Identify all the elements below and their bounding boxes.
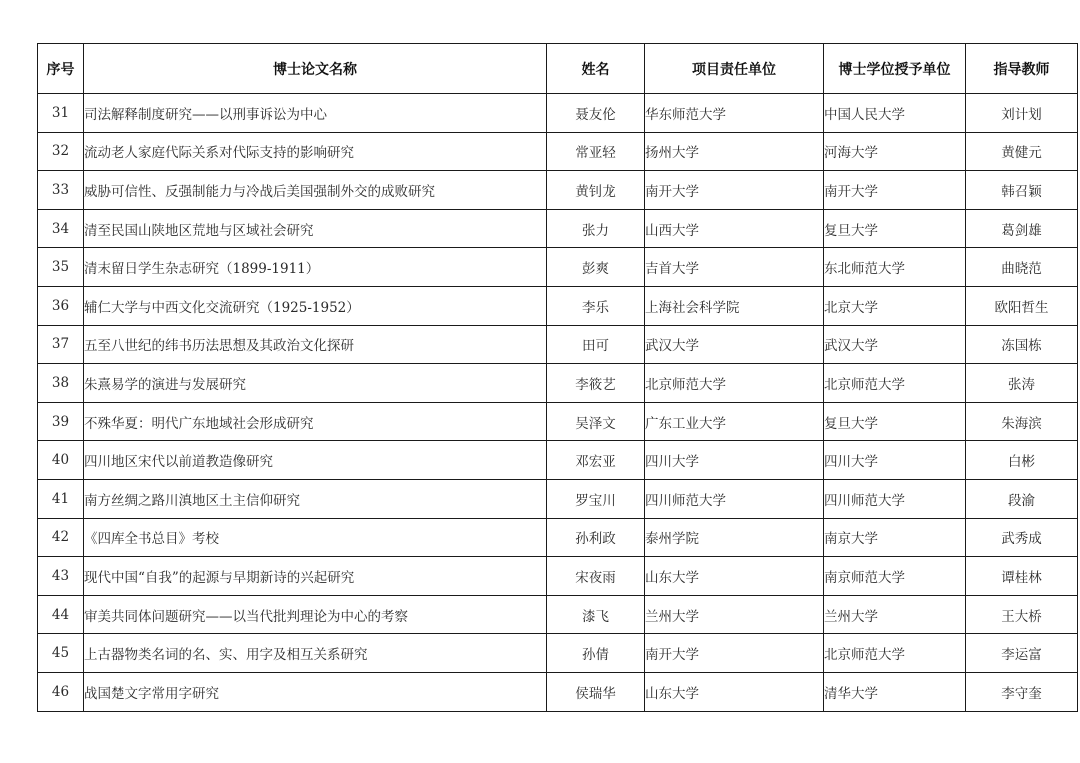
header-responsible-unit: 项目责任单位 xyxy=(645,44,824,94)
cell-advisor: 李守奎 xyxy=(966,672,1078,711)
cell-degree-granting-unit: 南开大学 xyxy=(824,171,966,210)
cell-degree-granting-unit: 复旦大学 xyxy=(824,402,966,441)
cell-advisor: 朱海滨 xyxy=(966,402,1078,441)
table-row xyxy=(38,286,1078,325)
cell-advisor: 欧阳哲生 xyxy=(966,286,1078,325)
cell-thesis-title: 五至八世纪的纬书历法思想及其政治文化探研 xyxy=(84,325,547,364)
cell-author-name: 孙利政 xyxy=(547,518,645,557)
cell-advisor: 黄健元 xyxy=(966,132,1078,171)
cell-thesis-title: 审美共同体问题研究——以当代批判理论为中心的考察 xyxy=(84,595,547,634)
cell-advisor: 刘计划 xyxy=(966,94,1078,133)
cell-advisor: 冻国栋 xyxy=(966,325,1078,364)
cell-serial-no: 42 xyxy=(38,518,84,557)
table-header xyxy=(38,44,1078,94)
cell-responsible-unit: 南开大学 xyxy=(645,171,824,210)
cell-serial-no: 40 xyxy=(38,441,84,480)
table-row xyxy=(38,479,1078,518)
cell-advisor: 段渝 xyxy=(966,479,1078,518)
cell-serial-no: 35 xyxy=(38,248,84,287)
cell-serial-no: 44 xyxy=(38,595,84,634)
cell-advisor: 葛剑雄 xyxy=(966,209,1078,248)
cell-serial-no: 39 xyxy=(38,402,84,441)
cell-advisor: 武秀成 xyxy=(966,518,1078,557)
cell-degree-granting-unit: 东北师范大学 xyxy=(824,248,966,287)
cell-thesis-title: 司法解释制度研究——以刑事诉讼为中心 xyxy=(84,94,547,133)
cell-degree-granting-unit: 兰州大学 xyxy=(824,595,966,634)
cell-thesis-title: 威胁可信性、反强制能力与冷战后美国强制外交的成败研究 xyxy=(84,171,547,210)
cell-responsible-unit: 华东师范大学 xyxy=(645,94,824,133)
cell-serial-no: 34 xyxy=(38,209,84,248)
cell-thesis-title: 战国楚文字常用字研究 xyxy=(84,672,547,711)
cell-serial-no: 46 xyxy=(38,672,84,711)
cell-responsible-unit: 四川师范大学 xyxy=(645,479,824,518)
cell-author-name: 漆飞 xyxy=(547,595,645,634)
cell-serial-no: 38 xyxy=(38,364,84,403)
cell-degree-granting-unit: 南京大学 xyxy=(824,518,966,557)
cell-serial-no: 33 xyxy=(38,171,84,210)
cell-degree-granting-unit: 中国人民大学 xyxy=(824,94,966,133)
cell-serial-no: 37 xyxy=(38,325,84,364)
cell-author-name: 侯瑞华 xyxy=(547,672,645,711)
cell-thesis-title: 朱熹易学的演进与发展研究 xyxy=(84,364,547,403)
cell-advisor: 张涛 xyxy=(966,364,1078,403)
cell-thesis-title: 辅仁大学与中西文化交流研究（1925-1952） xyxy=(84,286,547,325)
cell-advisor: 白彬 xyxy=(966,441,1078,480)
cell-degree-granting-unit: 清华大学 xyxy=(824,672,966,711)
cell-degree-granting-unit: 武汉大学 xyxy=(824,325,966,364)
cell-author-name: 罗宝川 xyxy=(547,479,645,518)
cell-responsible-unit: 山东大学 xyxy=(645,557,824,596)
cell-serial-no: 45 xyxy=(38,634,84,673)
cell-author-name: 李筱艺 xyxy=(547,364,645,403)
table-row xyxy=(38,557,1078,596)
table-row xyxy=(38,171,1078,210)
header-row xyxy=(38,44,1078,94)
cell-advisor: 李运富 xyxy=(966,634,1078,673)
cell-thesis-title: 四川地区宋代以前道教造像研究 xyxy=(84,441,547,480)
cell-responsible-unit: 扬州大学 xyxy=(645,132,824,171)
cell-author-name: 黄钊龙 xyxy=(547,171,645,210)
cell-advisor: 曲晓范 xyxy=(966,248,1078,287)
cell-degree-granting-unit: 四川大学 xyxy=(824,441,966,480)
table-row xyxy=(38,364,1078,403)
table-row xyxy=(38,94,1078,133)
cell-advisor: 王大桥 xyxy=(966,595,1078,634)
header-thesis-title: 博士论文名称 xyxy=(84,44,547,94)
cell-responsible-unit: 武汉大学 xyxy=(645,325,824,364)
cell-degree-granting-unit: 北京大学 xyxy=(824,286,966,325)
cell-serial-no: 36 xyxy=(38,286,84,325)
cell-author-name: 聂友伦 xyxy=(547,94,645,133)
table-row xyxy=(38,595,1078,634)
table-row xyxy=(38,672,1078,711)
cell-responsible-unit: 山东大学 xyxy=(645,672,824,711)
cell-degree-granting-unit: 复旦大学 xyxy=(824,209,966,248)
header-degree-granting-unit: 博士学位授予单位 xyxy=(824,44,966,94)
thesis-table xyxy=(37,43,1078,712)
cell-thesis-title: 上古器物类名词的名、实、用字及相互关系研究 xyxy=(84,634,547,673)
table-row xyxy=(38,634,1078,673)
cell-responsible-unit: 北京师范大学 xyxy=(645,364,824,403)
cell-responsible-unit: 南开大学 xyxy=(645,634,824,673)
cell-thesis-title: 《四库全书总目》考校 xyxy=(84,518,547,557)
cell-responsible-unit: 兰州大学 xyxy=(645,595,824,634)
cell-thesis-title: 清至民国山陕地区荒地与区域社会研究 xyxy=(84,209,547,248)
table-body xyxy=(38,94,1078,712)
cell-responsible-unit: 吉首大学 xyxy=(645,248,824,287)
table-row xyxy=(38,441,1078,480)
cell-advisor: 谭桂林 xyxy=(966,557,1078,596)
cell-thesis-title: 清末留日学生杂志研究（1899-1911） xyxy=(84,248,547,287)
cell-author-name: 李乐 xyxy=(547,286,645,325)
cell-serial-no: 43 xyxy=(38,557,84,596)
header-author-name: 姓名 xyxy=(547,44,645,94)
cell-thesis-title: 现代中国“自我”的起源与早期新诗的兴起研究 xyxy=(84,557,547,596)
cell-responsible-unit: 广东工业大学 xyxy=(645,402,824,441)
cell-responsible-unit: 泰州学院 xyxy=(645,518,824,557)
cell-thesis-title: 流动老人家庭代际关系对代际支持的影响研究 xyxy=(84,132,547,171)
cell-author-name: 田可 xyxy=(547,325,645,364)
cell-degree-granting-unit: 北京师范大学 xyxy=(824,634,966,673)
cell-responsible-unit: 四川大学 xyxy=(645,441,824,480)
cell-advisor: 韩召颖 xyxy=(966,171,1078,210)
cell-degree-granting-unit: 南京师范大学 xyxy=(824,557,966,596)
cell-author-name: 宋夜雨 xyxy=(547,557,645,596)
table-row xyxy=(38,402,1078,441)
cell-serial-no: 32 xyxy=(38,132,84,171)
cell-responsible-unit: 山西大学 xyxy=(645,209,824,248)
cell-degree-granting-unit: 北京师范大学 xyxy=(824,364,966,403)
table-row xyxy=(38,248,1078,287)
cell-author-name: 张力 xyxy=(547,209,645,248)
cell-serial-no: 41 xyxy=(38,479,84,518)
cell-author-name: 常亚轻 xyxy=(547,132,645,171)
cell-author-name: 邓宏亚 xyxy=(547,441,645,480)
cell-serial-no: 31 xyxy=(38,94,84,133)
cell-author-name: 吴泽文 xyxy=(547,402,645,441)
cell-thesis-title: 不殊华夏：明代广东地域社会形成研究 xyxy=(84,402,547,441)
cell-responsible-unit: 上海社会科学院 xyxy=(645,286,824,325)
cell-degree-granting-unit: 河海大学 xyxy=(824,132,966,171)
table-row xyxy=(38,325,1078,364)
table-row xyxy=(38,132,1078,171)
table-row xyxy=(38,209,1078,248)
cell-author-name: 彭爽 xyxy=(547,248,645,287)
cell-author-name: 孙倩 xyxy=(547,634,645,673)
table-row xyxy=(38,518,1078,557)
header-advisor: 指导教师 xyxy=(966,44,1078,94)
header-serial-no: 序号 xyxy=(38,44,84,94)
cell-thesis-title: 南方丝绸之路川滇地区土主信仰研究 xyxy=(84,479,547,518)
cell-degree-granting-unit: 四川师范大学 xyxy=(824,479,966,518)
